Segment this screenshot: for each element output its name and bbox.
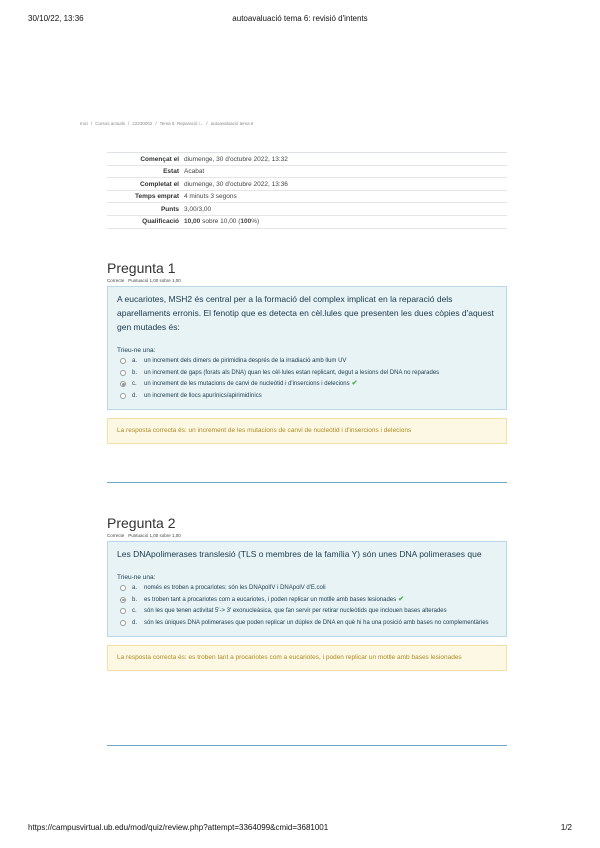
answer-option-d[interactable] [117, 391, 497, 401]
question-state: Correcte [107, 533, 125, 538]
question-mark: Puntuació 1,00 sobre 1,00 [128, 533, 181, 538]
summary-value: 4 minuts 3 segons [184, 193, 237, 201]
breadcrumb: Inici / Cursos actuals / 22230002 / Tema 6: Reparació i... / autoavaluació tema 6 [80, 121, 254, 126]
summary-label: Començat el [140, 155, 179, 163]
radio-button[interactable] [120, 608, 126, 614]
grade-score: 10,00 [184, 218, 201, 226]
attempt-summary-table [107, 152, 507, 229]
correct-answer-feedback: La resposta correcta és: es troben tant a procariotes com a eucariotes, i poden replicar un motlle amb bases lesionades [107, 645, 507, 671]
answer-text: només es troben a procariotes: són les DNApolIV i DNApolV d'E.coli [144, 585, 326, 591]
print-header [28, 14, 572, 26]
answer-text: un increment dels dimers de pirimidina després de la irradiació amb llum UV [144, 358, 347, 364]
answer-text: un increment de les mutacions de canvi de nucleòtid i d'insercions i delecions [144, 381, 350, 387]
question-divider [107, 482, 507, 483]
radio-button[interactable] [120, 370, 126, 376]
answer-prompt: Trieu-ne una: [117, 574, 156, 581]
summary-value: 3,00/3,00 [184, 205, 212, 213]
answer-letter: b. [132, 596, 138, 603]
answer-option-b[interactable] [117, 368, 497, 378]
answer-option-b[interactable] [117, 595, 497, 605]
radio-button[interactable] [120, 358, 126, 364]
answer-letter: a. [132, 585, 138, 591]
check-icon: ✔ [351, 380, 358, 387]
question-title: Pregunta 1 [107, 260, 176, 276]
radio-button-checked[interactable] [120, 597, 126, 603]
summary-label: Punts [160, 205, 179, 213]
grade-out-of: sobre 10,00 ( [200, 218, 241, 226]
summary-label: Qualificació [142, 218, 179, 226]
answer-prompt: Trieu-ne una: [117, 347, 156, 354]
question-info [107, 278, 507, 284]
question-text: Les DNApolimerases translesió (TLS o membres de la família Y) són unes DNA polimerases que [117, 549, 482, 559]
summary-value [184, 218, 259, 225]
question-text: A eucariotes, MSH2 és central per a la formació del complex implicat en la reparació dels aparellaments erronis. El fenotip que es detecta en cèl.lules que presenten les dues còpies d'aquest gen mutades és: [117, 294, 494, 332]
radio-button[interactable] [120, 393, 126, 399]
print-footer [28, 823, 572, 835]
question-1 [107, 260, 507, 444]
radio-button-checked[interactable] [120, 381, 126, 387]
grade-close: %) [251, 218, 260, 226]
summary-row-state [107, 166, 507, 179]
answer-option-a[interactable] [117, 583, 497, 593]
answer-letter: d. [132, 619, 138, 626]
summary-row-grade [107, 216, 507, 229]
answer-option-d[interactable] [117, 618, 497, 628]
correct-answer-feedback: La resposta correcta és: un increment de les mutacions de canvi de nucleòtid i d'insercions i delecions [107, 418, 507, 444]
summary-row-started [107, 153, 507, 166]
question-mark: Puntuació 1,00 sobre 1,00 [128, 278, 181, 283]
breadcrumb-item-topic[interactable]: Tema 6: Reparació i... [159, 121, 204, 126]
answer-letter: c. [132, 608, 137, 614]
radio-button[interactable] [120, 585, 126, 591]
answer-text: un increment de llocs apurínics/apirimidínics [144, 392, 262, 399]
print-title: autoavaluació tema 6: revisió d'intents [232, 14, 368, 23]
grade-percent: 100 [240, 218, 252, 226]
summary-label: Estat [163, 168, 179, 176]
answer-letter: a. [132, 358, 138, 364]
print-date: 30/10/22, 13:36 [28, 14, 84, 23]
answer-letter: d. [132, 392, 138, 399]
question-state: Correcte [107, 278, 125, 283]
breadcrumb-item-quiz[interactable]: autoavaluació tema 6 [210, 121, 254, 126]
summary-row-marks [107, 203, 507, 216]
check-icon: ✔ [398, 595, 405, 603]
question-divider [107, 745, 507, 746]
page-number: 1/2 [560, 823, 572, 832]
summary-label: Completat el [139, 180, 179, 188]
answer-option-c[interactable] [117, 606, 497, 616]
answer-option-a[interactable] [117, 356, 497, 366]
page-url: https://campusvirtual.ub.edu/mod/quiz/review.php?attempt=3364099&cmid=3681001 [28, 823, 329, 832]
radio-button[interactable] [120, 620, 126, 626]
summary-row-time-taken [107, 191, 507, 204]
breadcrumb-item-course[interactable]: 22230002 [132, 121, 153, 126]
answer-text: són les úniques DNA polimerases que poden replicar un dúplex de DNA en què hi ha una posició amb bases no complementàries [144, 619, 489, 626]
answer-letter: b. [132, 369, 138, 376]
summary-row-completed [107, 178, 507, 191]
summary-value: Acabat [184, 168, 205, 176]
question-info [107, 533, 507, 539]
answer-text: són les que tenen activitat 5'-> 3' exonucleàsica, que fan servir per retirar nucleòtids que inclouen bases alterades [144, 608, 447, 614]
question-title: Pregunta 2 [107, 515, 176, 531]
summary-value: diumenge, 30 d'octubre 2022, 13:36 [184, 180, 288, 188]
answer-letter: c. [132, 381, 137, 387]
answer-text: es troben tant a procariotes com a eucariotes, i poden replicar un motlle amb bases lesionades [144, 596, 397, 603]
summary-value: diumenge, 30 d'octubre 2022, 13:32 [184, 155, 288, 163]
question-2 [107, 515, 507, 671]
question-content [107, 541, 507, 637]
summary-label: Temps emprat [135, 193, 179, 201]
answer-option-c[interactable] [117, 379, 497, 389]
answer-text: un increment de gaps (forats als DNA) quan les cèl·lules estan replicant, degut a lesions del DNA no reparades [144, 369, 440, 376]
breadcrumb-item-courses[interactable]: Cursos actuals [95, 121, 126, 126]
breadcrumb-item-home[interactable]: Inici [80, 121, 89, 126]
question-content [107, 286, 507, 410]
